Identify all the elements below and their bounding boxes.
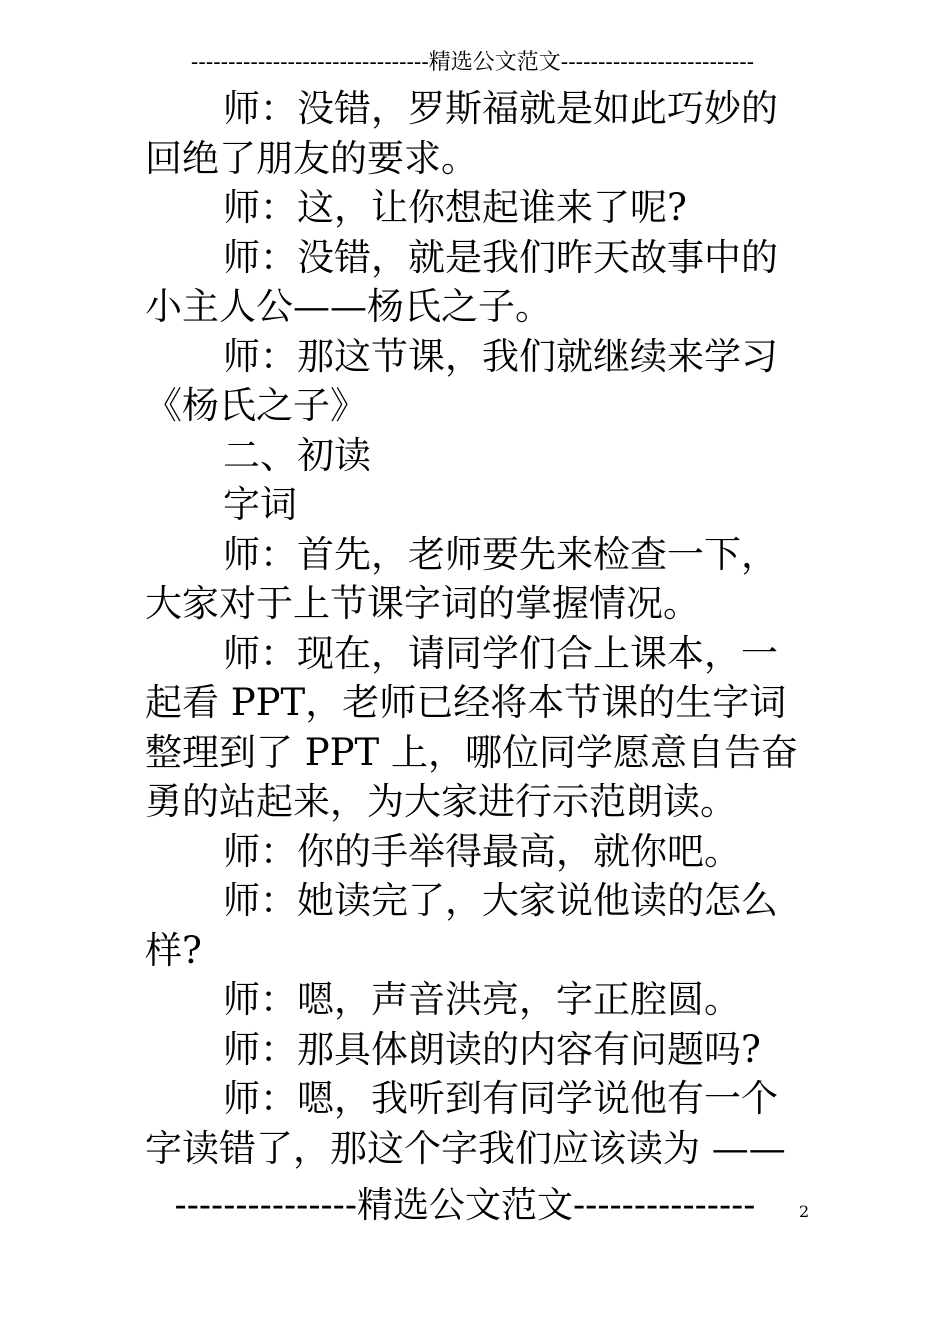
- paragraph: 师：首先，老师要先来检查一下，大家对于上节课字词的掌握情况。: [145, 532, 778, 625]
- paragraph: 师：那具体朗读的内容有问题吗?: [223, 1027, 761, 1071]
- page-footer: ---------------精选公文范文---------------: [174, 1185, 756, 1226]
- page-header: --------------------------------精选公文范文--------------------------: [190, 50, 755, 75]
- paragraph: 师：现在，请同学们合上课本，一起看 PPT，老师已经将本节课的生字词整理到了 PPT 上，哪位同学愿意自告奋勇的站起来，为大家进行示范朗读。: [145, 631, 798, 823]
- paragraph: 师：没错，就是我们昨天故事中的小主人公——杨氏之子。: [145, 235, 778, 328]
- paragraph: 师：嗯，我听到有同学说他有一个字读错了，那这个字我们应该读为 ——: [145, 1077, 786, 1170]
- section-heading: 二、初读: [223, 433, 371, 477]
- paragraph: 师：那这节课，我们就继续来学习《杨氏之子》: [145, 334, 778, 427]
- paragraph: 师：没错，罗斯福就是如此巧妙的回绝了朋友的要求。: [145, 87, 778, 180]
- paragraph: 师：她读完了，大家说他读的怎么样?: [145, 879, 778, 972]
- document-body: [145, 84, 805, 1173]
- paragraph: 师：你的手举得最高，就你吧。: [223, 829, 741, 873]
- page-number: 2: [799, 1202, 810, 1221]
- subsection-heading: 字词: [223, 483, 297, 526]
- paragraph: 师：这，让你想起谁来了呢?: [223, 186, 687, 229]
- paragraph: 师：嗯，声音洪亮，字正腔圆。: [223, 978, 741, 1021]
